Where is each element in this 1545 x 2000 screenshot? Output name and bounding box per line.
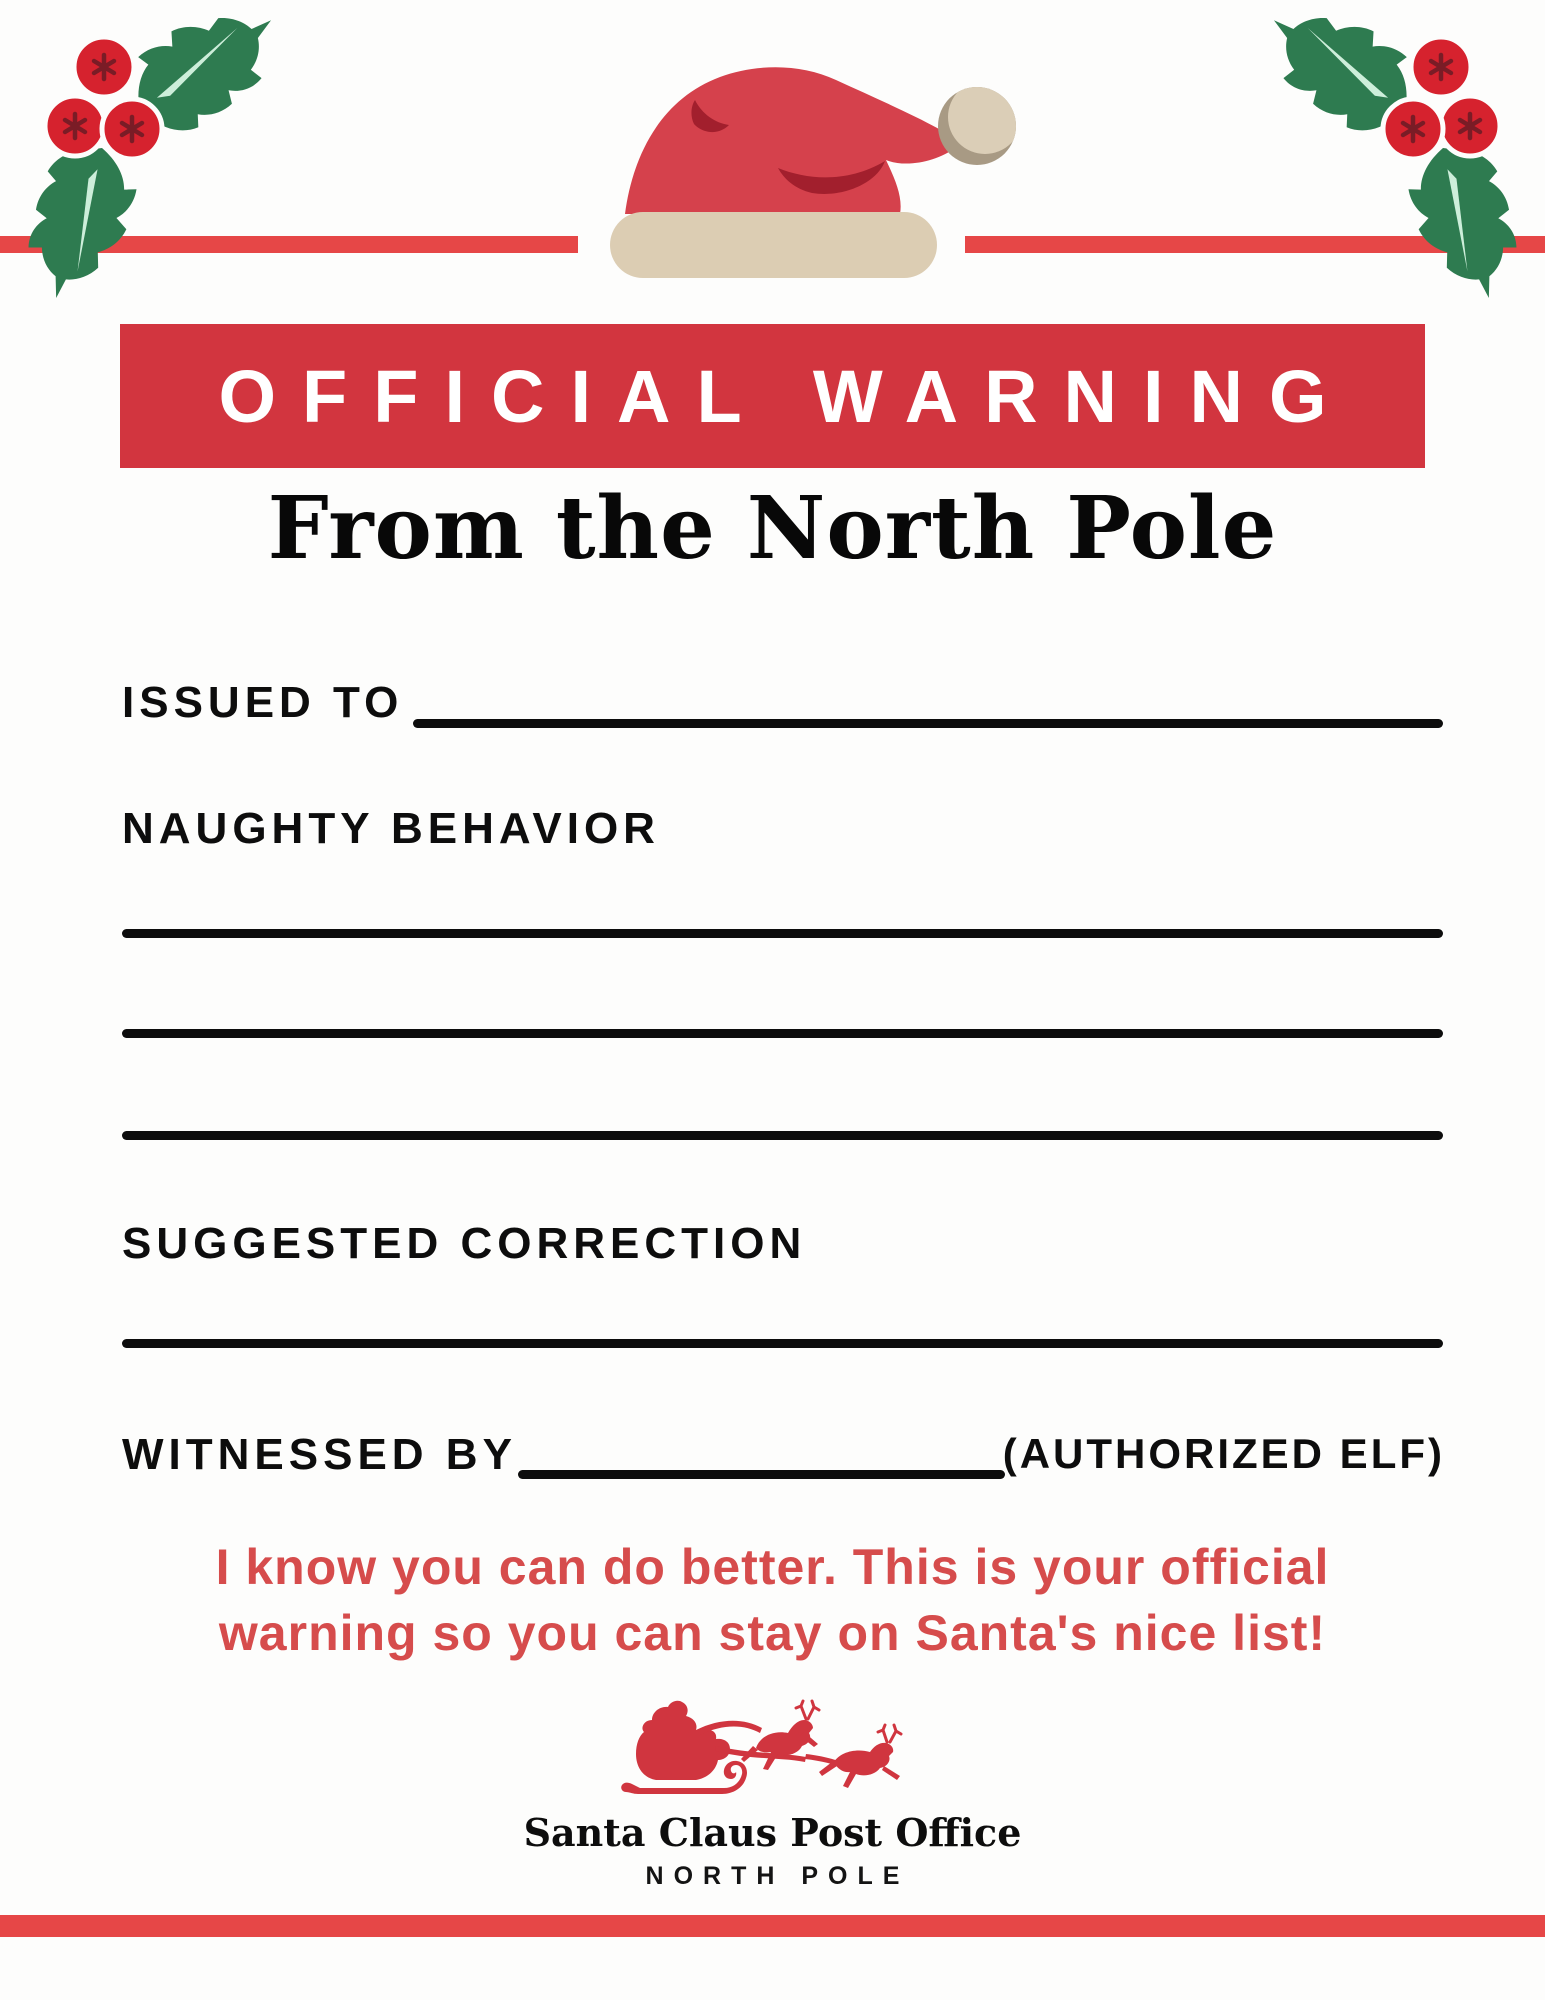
suggested-correction-label: SUGGESTED CORRECTION	[122, 1219, 807, 1268]
issued-to-label: ISSUED TO	[122, 678, 404, 727]
warning-message	[0, 1534, 1545, 1666]
banner-title: OFFICIAL WARNING	[218, 354, 1353, 438]
footer-location: NORTH POLE	[645, 1862, 910, 1890]
naughty-behavior-label: NAUGHTY BEHAVIOR	[122, 804, 660, 853]
issued-to-write-line	[413, 719, 1443, 728]
naughty-behavior-write-line	[122, 1131, 1443, 1140]
subtitle-from-the-north-pole: From the North Pole	[267, 478, 1278, 579]
authorized-elf-label: (AUTHORIZED ELF)	[1002, 1430, 1445, 1477]
holly-berries-icon	[1215, 0, 1545, 340]
warning-message-line1: I know you can do better. This is your official	[215, 1539, 1330, 1595]
santa-hat-icon	[600, 50, 1020, 285]
footer-organization: Santa Claus Post Office	[523, 1810, 1022, 1855]
official-warning-banner	[120, 324, 1425, 468]
witnessed-by-write-line	[518, 1470, 1005, 1479]
naughty-behavior-write-line	[122, 1029, 1443, 1038]
holly-berries-icon	[0, 0, 330, 340]
witnessed-by-label: WITNESSED BY	[122, 1430, 517, 1479]
santa-sleigh-reindeer-icon	[620, 1694, 925, 1804]
naughty-behavior-write-line	[122, 929, 1443, 938]
warning-message-line2: warning so you can stay on Santa's nice list!	[218, 1605, 1327, 1661]
bottom-accent-rule	[0, 1915, 1545, 1937]
suggested-correction-write-line	[122, 1339, 1443, 1348]
